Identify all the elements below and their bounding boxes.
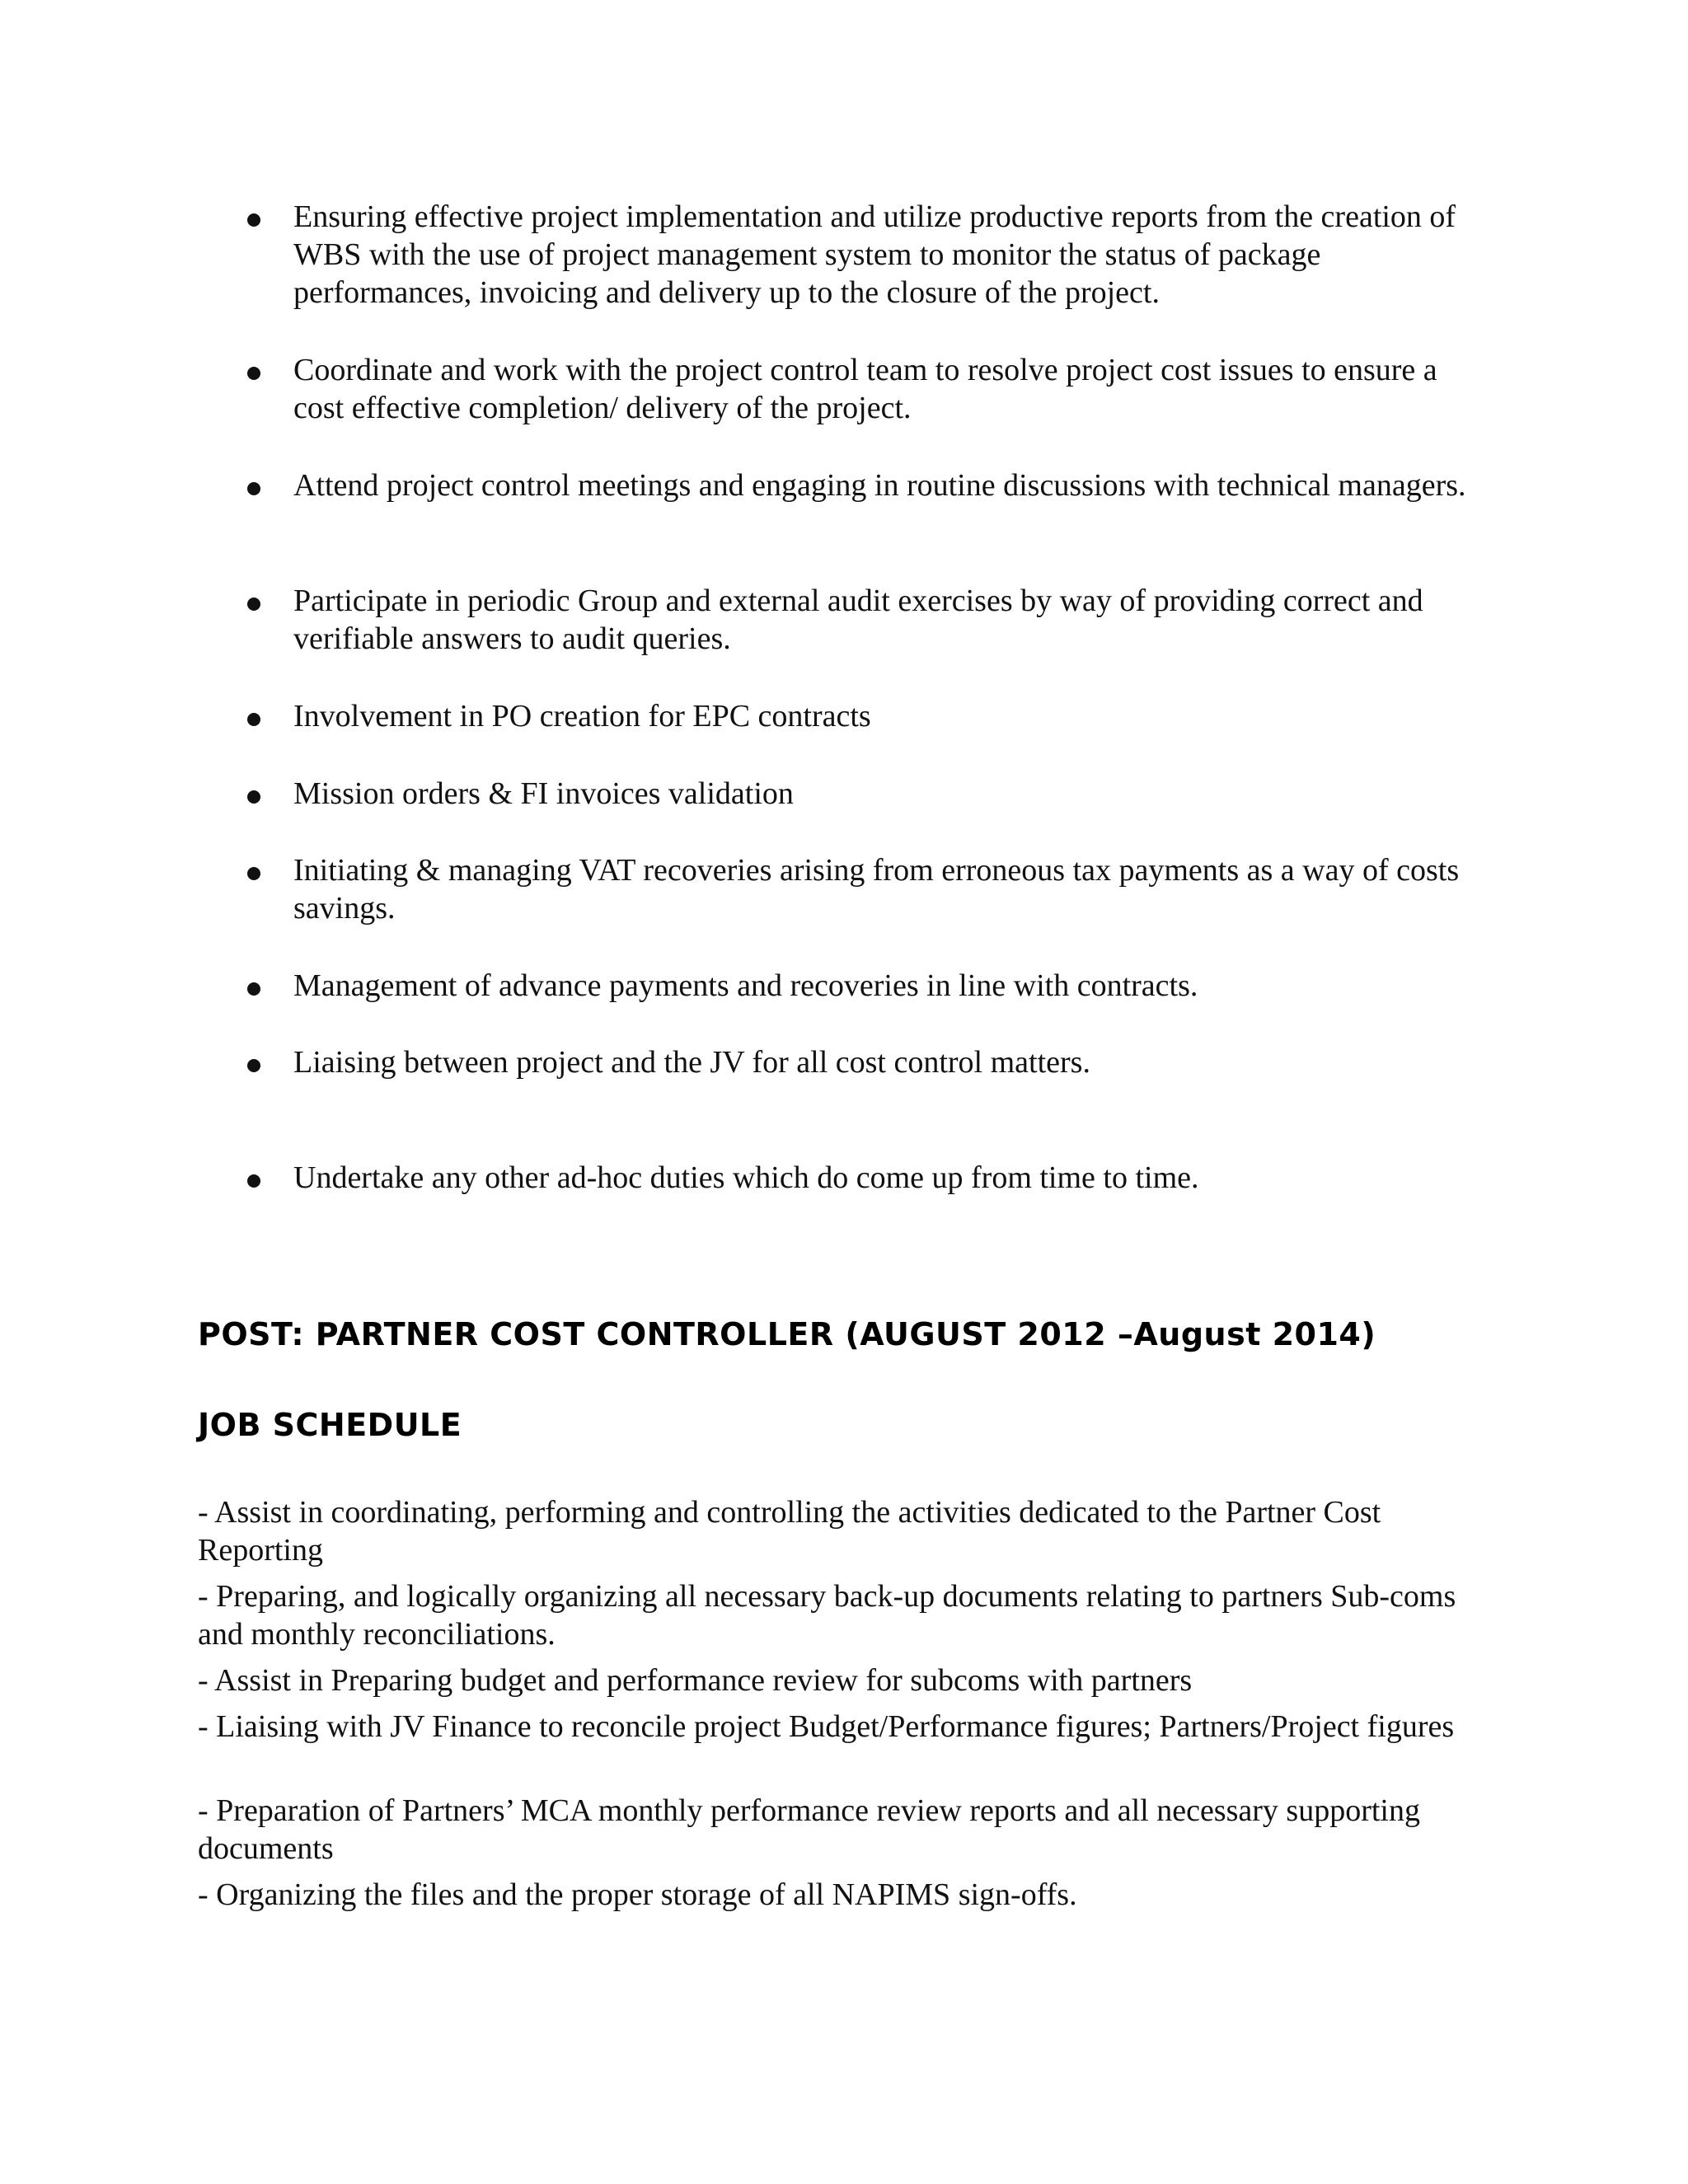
bullet-text: Ensuring effective project implementation and utilize productive reports from the creation of WBS with the use of project management system to monitor the status of package performances, invoicing and delivery up to the closure of the project. (293, 199, 1456, 310)
bullet-dot-icon (247, 790, 260, 804)
bullet-text: Participate in periodic Group and external audit exercises by way of providing correct and verifiable answers to audit queries. (293, 583, 1423, 656)
post-heading: POST: PARTNER COST CONTROLLER (AUGUST 2012 –August 2014) (198, 1316, 1376, 1352)
bullet-text: Attend project control meetings and engaging in routine discussions with technical managers. (293, 468, 1466, 503)
bullet-text: Undertake any other ad-hoc duties which do come up from time to time. (293, 1160, 1199, 1195)
bullet-dot-icon (247, 598, 260, 611)
job-schedule-item: - Preparing, and logically organizing all necessary back-up documents relating to partners Sub-coms and monthly reconciliations. (198, 1579, 1456, 1652)
job-schedule-item: - Assist in Preparing budget and performance review for subcoms with partners (198, 1663, 1193, 1698)
bullet-dot-icon (247, 367, 260, 380)
bullet-text: Management of advance payments and recoveries in line with contracts. (293, 968, 1198, 1003)
bullet-text: Mission orders & FI invoices validation (293, 776, 794, 811)
job-schedule-item: - Organizing the files and the proper storage of all NAPIMS sign-offs. (198, 1877, 1077, 1912)
bullet-dot-icon (247, 1174, 260, 1188)
bullet-text: Coordinate and work with the project control team to resolve project cost issues to ensure a cost effective completion/ delivery of the project. (293, 353, 1437, 425)
bullet-dot-icon (247, 982, 260, 996)
job-schedule-heading: JOB SCHEDULE (198, 1407, 462, 1443)
bullet-dot-icon (247, 867, 260, 880)
job-schedule-item: - Preparation of Partners’ MCA monthly performance review reports and all necessary supporting documents (198, 1793, 1420, 1866)
bullet-dot-icon (247, 213, 260, 227)
bullet-dot-icon (247, 1059, 260, 1072)
job-schedule-item: - Assist in coordinating, performing and controlling the activities dedicated to the Partner Cost Reporting (198, 1495, 1381, 1568)
bullet-text: Involvement in PO creation for EPC contracts (293, 699, 871, 733)
bullet-dot-icon (247, 482, 260, 495)
bullet-text: Initiating & managing VAT recoveries arising from erroneous tax payments as a way of costs savings. (293, 853, 1460, 926)
bullet-dot-icon (247, 713, 260, 726)
job-schedule-item: - Liaising with JV Finance to reconcile project Budget/Performance figures; Partners/Project figures (198, 1709, 1455, 1744)
bullet-text: Liaising between project and the JV for all cost control matters. (293, 1045, 1090, 1080)
